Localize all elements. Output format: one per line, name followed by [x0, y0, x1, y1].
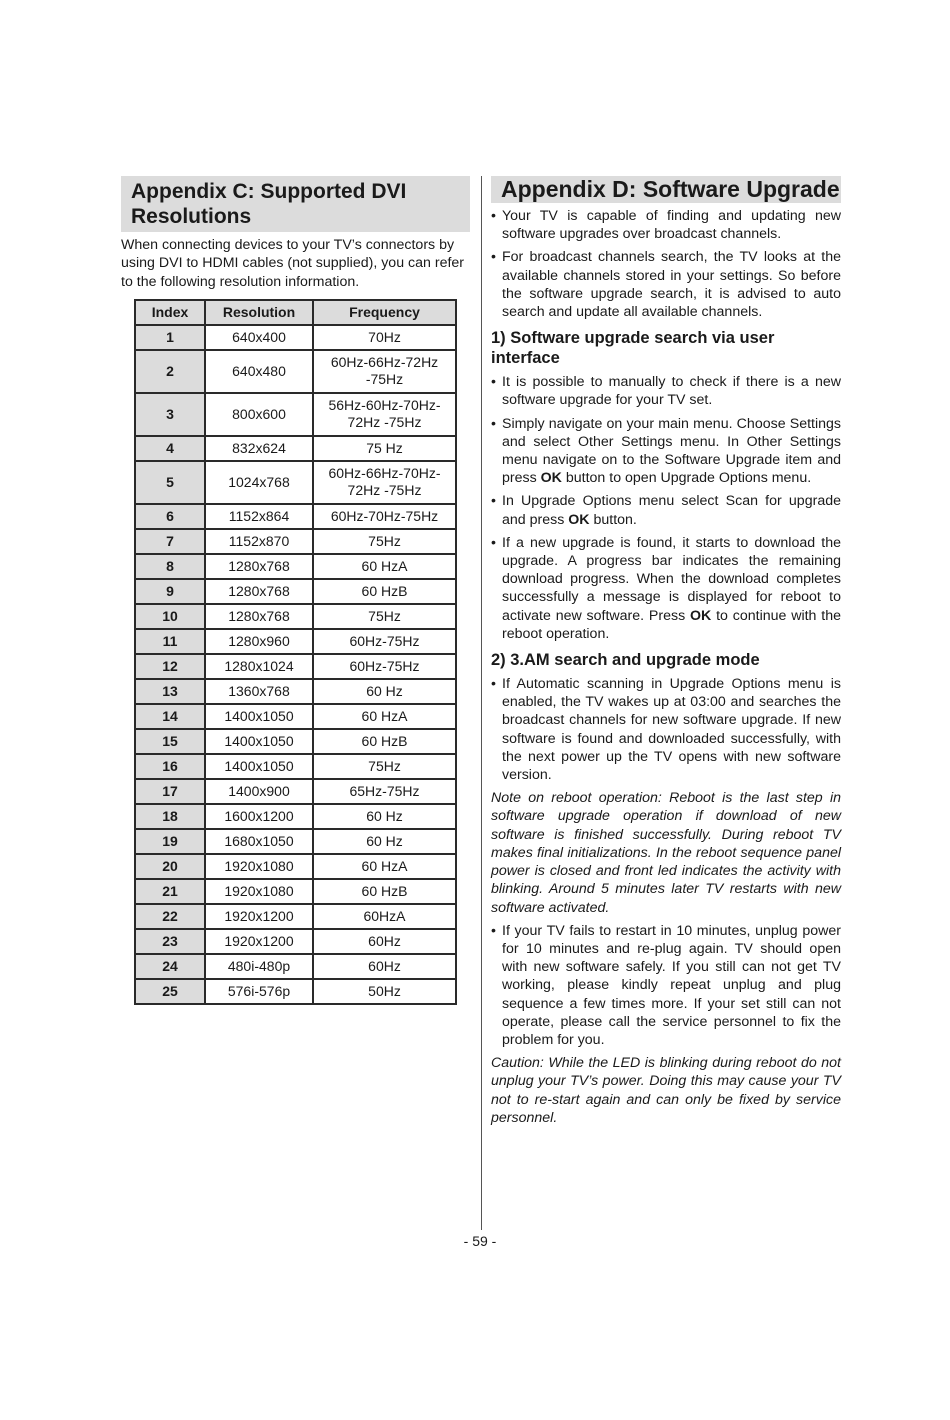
frequency-cell: 60 HzB	[313, 879, 456, 904]
table-row	[135, 393, 456, 436]
resolution-cell: 1280x768	[205, 604, 313, 629]
table-row	[135, 604, 456, 629]
table-row	[135, 954, 456, 979]
bullet-text: to continue with the reboot operation.	[502, 607, 841, 642]
column-divider	[481, 176, 482, 1230]
bullet-text: In Upgrade Options menu select Scan for upgrade and press	[502, 493, 841, 528]
resolution-cell: 576i-576p	[205, 979, 313, 1004]
bullet-text: button.	[589, 511, 637, 528]
frequency-cell: 60HzA	[313, 904, 456, 929]
table-row	[135, 979, 456, 1004]
table-row	[135, 754, 456, 779]
index-cell: 24	[135, 954, 205, 979]
header-index: Index	[135, 300, 205, 325]
frequency-cell: 60Hz	[313, 929, 456, 954]
ok-key-label: OK	[540, 470, 562, 487]
frequency-cell: 60 HzA	[313, 554, 456, 579]
table-row	[135, 325, 456, 350]
frequency-cell: 75 Hz	[313, 436, 456, 461]
index-cell: 6	[135, 504, 205, 529]
appendix-d-section	[491, 176, 841, 1132]
frequency-cell: 60 HzB	[313, 729, 456, 754]
resolution-cell: 1152x864	[205, 504, 313, 529]
reboot-note: Note on reboot operation: Reboot is the last step in software upgrade operation if download of new software is finished successfully. During reboot TV makes final initializations. In the reboot sequence panel power is closed and front led indicates the activity with blinking. Around 5 minutes later TV restarts with new software activated.	[491, 790, 841, 916]
appendix-d-heading-box	[491, 176, 841, 203]
bullet-text: button to open Upgrade Options menu.	[561, 470, 812, 487]
table-row	[135, 436, 456, 461]
resolution-cell: 1280x1024	[205, 654, 313, 679]
appendix-c-heading-box	[121, 176, 470, 232]
resolution-cell: 800x600	[205, 393, 313, 436]
table-header-row	[135, 300, 456, 325]
intro-bullet-2: • For broadcast channels search, the TV looks at the available channels stored in your settings. So before the software upgrade search, it is advised to auto search and update all available channels.	[491, 248, 841, 321]
resolution-cell: 1360x768	[205, 679, 313, 704]
frequency-cell: 60Hz-75Hz	[313, 654, 456, 679]
resolution-cell: 1920x1080	[205, 854, 313, 879]
appendix-d-title: Appendix D: Software Upgrade	[501, 176, 840, 202]
index-cell: 17	[135, 779, 205, 804]
index-cell: 8	[135, 554, 205, 579]
table-row	[135, 804, 456, 829]
resolution-cell: 1920x1200	[205, 929, 313, 954]
page-number: - 59 -	[463, 1233, 497, 1249]
index-cell: 2	[135, 350, 205, 393]
table-row	[135, 579, 456, 604]
index-cell: 16	[135, 754, 205, 779]
index-cell: 22	[135, 904, 205, 929]
resolution-cell: 1400x1050	[205, 704, 313, 729]
resolution-cell: 1400x900	[205, 779, 313, 804]
bullet-text: If a new upgrade is found, it starts to download the upgrade. A progress bar indicates the remaining download progress. When the download completes successfully a message is displayed for reboot to activate new software. Press	[502, 534, 841, 624]
caution-note: Caution: While the LED is blinking during reboot do not unplug your TV’s power. Doing this may cause your TV not to re-start again and can only be fixed by service personnel.	[491, 1055, 841, 1126]
frequency-cell: 50Hz	[313, 979, 456, 1004]
index-cell: 1	[135, 325, 205, 350]
table-row	[135, 350, 456, 393]
index-cell: 25	[135, 979, 205, 1004]
frequency-cell: 60 HzA	[313, 704, 456, 729]
frequency-cell: 60 HzA	[313, 854, 456, 879]
section-2-heading: 2) 3.AM search and upgrade mode	[491, 651, 760, 670]
frequency-cell: 60 Hz	[313, 804, 456, 829]
resolution-cell: 832x624	[205, 436, 313, 461]
index-cell: 7	[135, 529, 205, 554]
index-cell: 13	[135, 679, 205, 704]
index-cell: 20	[135, 854, 205, 879]
resolution-cell: 1152x870	[205, 529, 313, 554]
index-cell: 15	[135, 729, 205, 754]
table-row	[135, 904, 456, 929]
frequency-cell: 60 HzB	[313, 579, 456, 604]
index-cell: 9	[135, 579, 205, 604]
appendix-c-intro: When connecting devices to your TV’s connectors by using DVI to HDMI cables (not supplied), you can refer to the following resolution information.	[121, 237, 465, 290]
frequency-cell: 60Hz-75Hz	[313, 629, 456, 654]
frequency-cell: 75Hz	[313, 604, 456, 629]
appendix-c-section	[121, 176, 470, 1005]
table-row	[135, 879, 456, 904]
table-row	[135, 461, 456, 504]
table-row	[135, 529, 456, 554]
index-cell: 18	[135, 804, 205, 829]
frequency-cell: 75Hz	[313, 529, 456, 554]
resolution-cell: 1280x960	[205, 629, 313, 654]
frequency-cell: 70Hz	[313, 325, 456, 350]
frequency-cell: 60Hz	[313, 954, 456, 979]
section-1-bullet-1: • It is possible to manually to check if there is a new software upgrade for your TV set.	[491, 373, 841, 409]
index-cell: 4	[135, 436, 205, 461]
frequency-cell: 60 Hz	[313, 679, 456, 704]
frequency-cell: 56Hz-60Hz-70Hz-72Hz -75Hz	[313, 393, 456, 436]
index-cell: 11	[135, 629, 205, 654]
frequency-cell: 65Hz-75Hz	[313, 779, 456, 804]
table-row	[135, 929, 456, 954]
table-row	[135, 679, 456, 704]
frequency-cell: 60Hz-70Hz-75Hz	[313, 504, 456, 529]
section-1-bullet-3	[491, 492, 841, 528]
resolution-cell: 1680x1050	[205, 829, 313, 854]
ok-key-label: OK	[568, 511, 590, 528]
resolution-cell: 1400x1050	[205, 754, 313, 779]
header-resolution: Resolution	[205, 300, 313, 325]
resolution-cell: 1024x768	[205, 461, 313, 504]
table-row	[135, 729, 456, 754]
index-cell: 14	[135, 704, 205, 729]
table-row	[135, 554, 456, 579]
index-cell: 5	[135, 461, 205, 504]
section-1-bullet-2	[491, 415, 841, 488]
table-row	[135, 779, 456, 804]
frequency-cell: 60Hz-66Hz-72Hz -75Hz	[313, 350, 456, 393]
resolution-cell: 1280x768	[205, 579, 313, 604]
table-row	[135, 504, 456, 529]
resolution-cell: 1400x1050	[205, 729, 313, 754]
index-cell: 10	[135, 604, 205, 629]
index-cell: 12	[135, 654, 205, 679]
intro-bullet-1: • Your TV is capable of finding and updating new software upgrades over broadcast channels.	[491, 207, 841, 243]
section-1-bullet-4	[491, 534, 841, 643]
appendix-c-title: Appendix C: Supported DVI Resolutions	[131, 180, 407, 228]
index-cell: 23	[135, 929, 205, 954]
bullet-text: Simply navigate on your main menu. Choose Settings and select Other Settings menu. In Other Settings menu navigate on to the Software Upgrade item and press	[502, 415, 841, 487]
resolution-cell: 480i-480p	[205, 954, 313, 979]
frequency-cell: 75Hz	[313, 754, 456, 779]
table-row	[135, 829, 456, 854]
section-2-bullet-1: • If Automatic scanning in Upgrade Options menu is enabled, the TV wakes up at 03:00 and searches the broadcast channels for new software upgrade. If new software is found and downloaded successfully, with the next power up the TV opens with new software version.	[491, 675, 841, 784]
dvi-resolution-table	[134, 299, 457, 1005]
table-row	[135, 854, 456, 879]
resolution-cell: 1920x1080	[205, 879, 313, 904]
section-1-heading: 1) Software upgrade search via user interface	[491, 329, 775, 368]
frequency-cell: 60 Hz	[313, 829, 456, 854]
table-row	[135, 629, 456, 654]
index-cell: 3	[135, 393, 205, 436]
resolution-cell: 1920x1200	[205, 904, 313, 929]
index-cell: 19	[135, 829, 205, 854]
index-cell: 21	[135, 879, 205, 904]
resolution-cell: 1600x1200	[205, 804, 313, 829]
table-row	[135, 654, 456, 679]
resolution-cell: 640x480	[205, 350, 313, 393]
resolution-cell: 1280x768	[205, 554, 313, 579]
resolution-cell: 640x400	[205, 325, 313, 350]
header-frequency: Frequency	[313, 300, 456, 325]
ok-key-label: OK	[690, 607, 712, 624]
frequency-cell: 60Hz-66Hz-70Hz-72Hz -75Hz	[313, 461, 456, 504]
table-row	[135, 704, 456, 729]
section-2-bullet-2: • If your TV fails to restart in 10 minutes, unplug power for 10 minutes and re-plug again. TV should open with new software safely. If you still can not get TV working, please kindly repeat unplug and plug sequence a few times more. If your set still can not operate, please call the service personnel to fix the problem for you.	[491, 922, 841, 1049]
